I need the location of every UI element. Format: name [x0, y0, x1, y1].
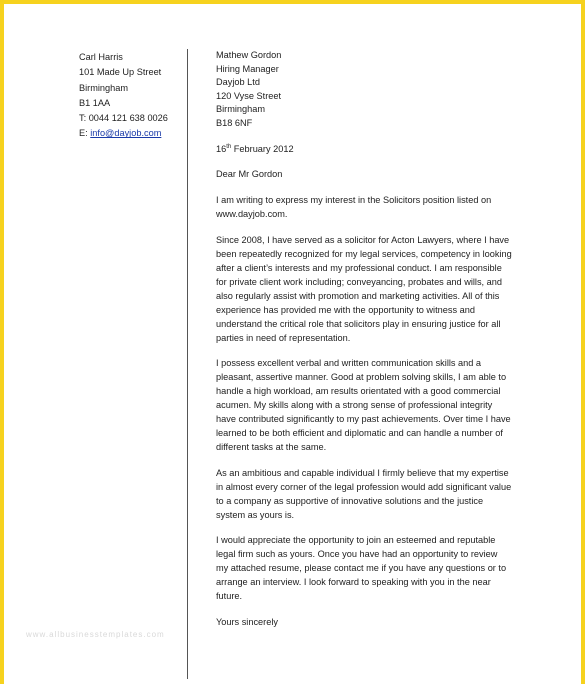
date-day: 16 — [216, 143, 227, 154]
recipient-name: Mathew Gordon — [216, 50, 282, 60]
date-rest: February 2012 — [231, 143, 294, 154]
paragraph-experience: Since 2008, I have served as a solicitor for Acton Lawyers, where I have been repeatedly recognized for my legal services, competency in looking after a client’s interests and my professional conduct. I am responsible for private client work including; conveyancing, probates and wills, and also regularly assist with promotion and marketing activities. All of this experience has provided me with the opportunity to witness and understand the critical role that solicitors play in ensuring justice for all parties in need of representation. — [216, 235, 512, 343]
date-suffix: th — [226, 143, 232, 150]
sender-block — [79, 50, 189, 142]
sender-email-link[interactable]: info@dayjob.com — [90, 128, 162, 139]
sender-city: Birmingham — [79, 82, 129, 93]
paragraph-request: I would appreciate the opportunity to join an esteemed and reputable legal firm such as yours. Once you have had an opportunity to review my attached resume, please contact me if you have any questions or to arrange an interview. I look forward to speaking with you in the near future. — [216, 535, 507, 602]
letter-page — [4, 4, 581, 684]
paragraph-ambition: As an ambitious and capable individual I firmly believe that my expertise in almost every corner of the legal profession would add significant value to a company as supportive of innovative solutions and the justice system as yours is. — [216, 467, 512, 520]
letter-date — [216, 143, 512, 157]
sender-phone: T: 0044 121 638 0026 — [79, 113, 168, 124]
sender-name: Carl Harris — [79, 52, 123, 62]
recipient-city: Birmingham — [216, 104, 266, 115]
recipient-postcode: B18 6NF — [216, 117, 253, 128]
recipient-street: 120 Vyse Street — [216, 90, 282, 101]
sender-email-prefix: E: — [79, 128, 91, 139]
salutation: Dear Mr Gordon — [216, 169, 283, 180]
sender-postcode: B1 1AA — [79, 97, 111, 108]
watermark: www.allbusinesstemplates.com — [26, 630, 165, 639]
sender-address: 101 Made Up Street — [79, 67, 162, 78]
paragraph-intro: I am writing to express my interest in the Solicitors position listed on www.dayjob.com. — [216, 195, 492, 220]
sender-email-line — [79, 126, 189, 141]
letter-body — [216, 49, 512, 630]
recipient-title: Hiring Manager — [216, 63, 279, 74]
paragraph-skills: I possess excellent verbal and written communication skills and a pleasant, assertive manner. Good at problem solving skills, I am able to handle a high workload, am results orientated with a good commercial acumen. My skills along with a strong sense of professional integrity have contributed significantly to my past achievements. Over time I have learned to be both efficient and diplomatic and can handle a number of different tasks at the same. — [216, 358, 511, 452]
recipient-company: Dayjob Ltd — [216, 77, 260, 88]
vertical-divider — [187, 49, 188, 679]
closing: Yours sincerely — [216, 616, 278, 627]
recipient-block — [216, 49, 512, 131]
